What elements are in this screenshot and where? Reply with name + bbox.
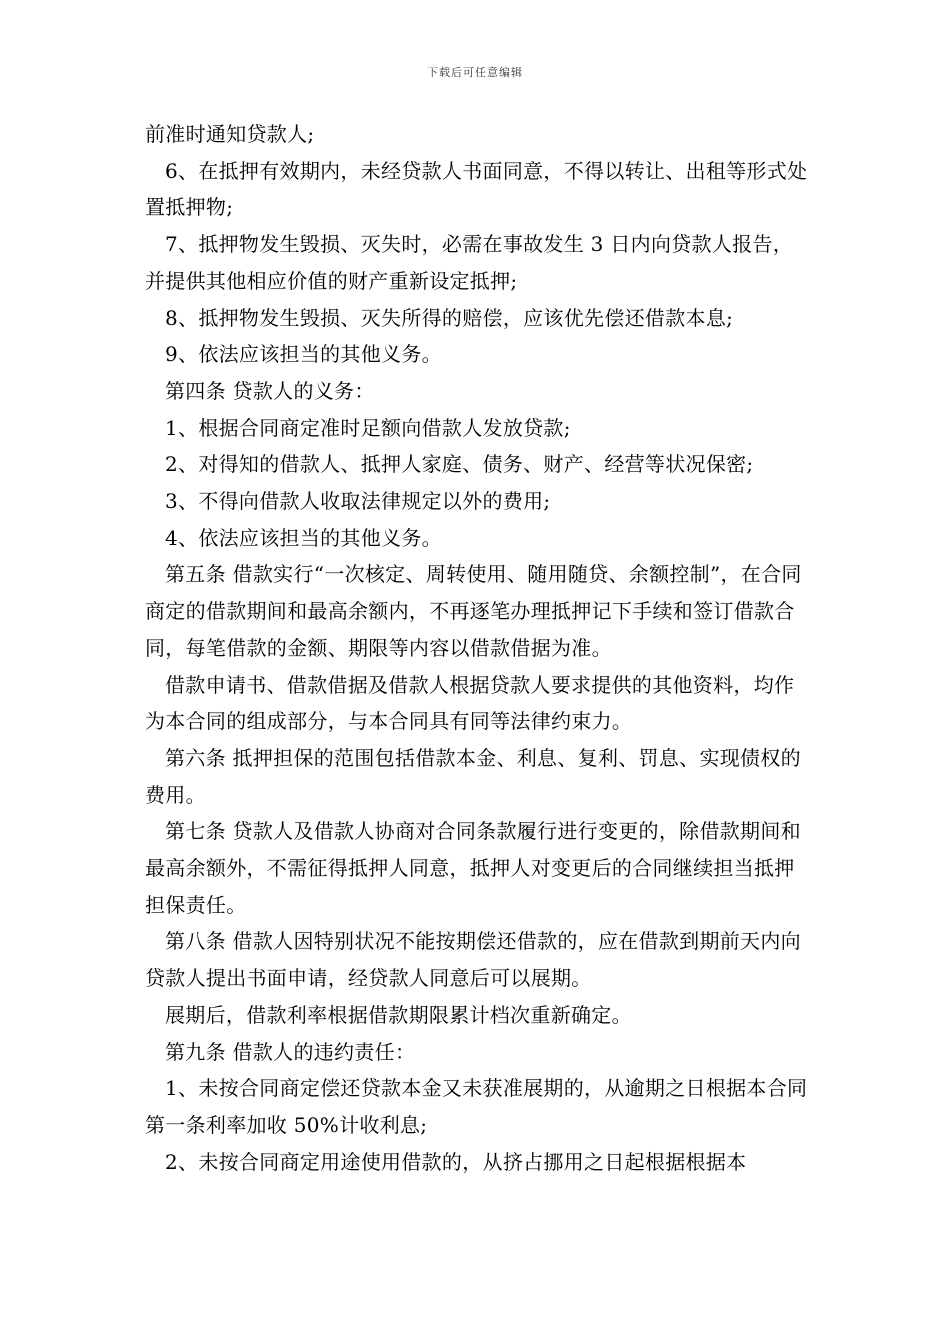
section-heading: 第四条 贷款人的义务： (165, 378, 375, 403)
paragraph: 第八条 借款人因特别状况不能按期偿还借款的，应在借款到期前天内向贷款人提出书面申请，经贷款人同意后可以展期。 (145, 929, 801, 991)
paragraph: 1、未按合同商定偿还贷款本金又未获准展期的，从逾期之日根据本合同第一条利率加收 50%计收利息; (145, 1076, 808, 1137)
paragraph: 4、依法应该担当的其他义务。 (165, 525, 442, 550)
paragraph: 3、不得向借款人收取法律规定以外的费用; (165, 489, 551, 514)
paragraph: 2、未按合同商定用途使用借款的，从挤占挪用之日起根据根据本 (165, 1149, 747, 1174)
paragraph: 6、在抵押有效期内，未经贷款人书面同意，不得以转让、出租等形式处置抵押物; (145, 158, 808, 220)
paragraph: 借款申请书、借款借据及借款人根据贷款人要求提供的其他资料，均作为本合同的组成部分，与本合同具有同等法律约束力。 (145, 672, 795, 734)
paragraph: 1、根据合同商定准时足额向借款人发放贷款; (165, 415, 571, 440)
section-heading: 第九条 借款人的违约责任： (165, 1039, 416, 1064)
paragraph: 9、依法应该担当的其他义务。 (165, 342, 442, 367)
paragraph: 2、对得知的借款人、抵押人家庭、债务、财产、经营等状况保密; (165, 452, 754, 477)
paragraph: 前准时通知贷款人; (145, 122, 315, 146)
document-body (145, 116, 813, 1180)
paragraph: 8、抵押物发生毁损、灭失所得的赔偿，应该优先偿还借款本息; (165, 305, 734, 330)
paragraph: 第五条 借款实行“一次核定、周转使用、随用随贷、余额控制”，在合同商定的借款期间和最高余额内，不再逐笔办理抵押记下手续和签订借款合同，每笔借款的金额、期限等内容以借款借据为准。 (145, 562, 802, 660)
paragraph: 展期后，借款利率根据借款期限累计档次重新确定。 (165, 1002, 632, 1027)
paragraph: 第六条 抵押担保的范围包括借款本金、利息、复利、罚息、实现债权的费用。 (145, 745, 801, 807)
paragraph: 7、抵押物发生毁损、灭失时，必需在事故发生 3 日内向贷款人报告，并提供其他相应价值的财产重新设定抵押; (145, 232, 794, 293)
page-header: 下载后可任意编辑 (427, 66, 523, 79)
paragraph: 第七条 贷款人及借款人协商对合同条款履行进行变更的，除借款期间和最高余额外，不需征得抵押人同意，抵押人对变更后的合同继续担当抵押担保责任。 (145, 819, 801, 917)
